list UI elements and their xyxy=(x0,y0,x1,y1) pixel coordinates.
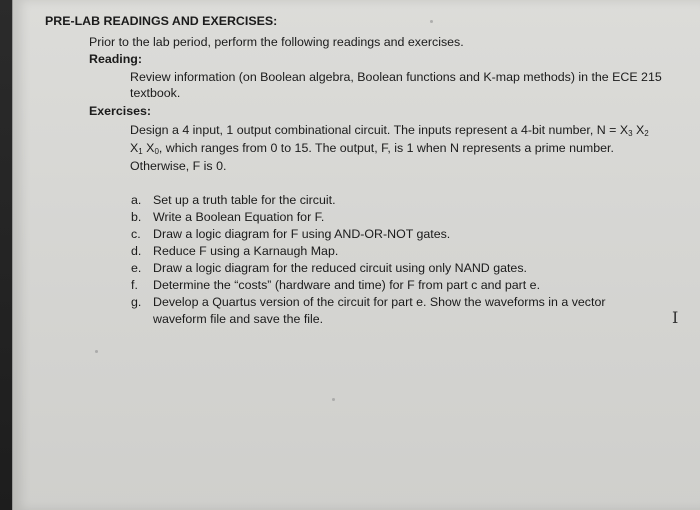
reading-label: Reading: xyxy=(89,52,143,66)
list-item: e. Draw a logic diagram for the reduced circuit using only NAND gates. xyxy=(131,261,527,275)
intro-text: Prior to the lab period, perform the following readings and exercises. xyxy=(89,35,464,49)
list-item: a. Set up a truth table for the circuit. xyxy=(131,193,336,207)
exercise-description-line-2: $X_1$ $X_0$, which ranges from 0 to 15. The output, F, is 1 when N represents a prime number. xyxy=(130,141,614,156)
list-item: g. Develop a Quartus version of the circuit for part e. Show the waveforms in a vector xyxy=(131,295,606,309)
paper-speck xyxy=(430,20,433,23)
exercise-description-line-1: Design a 4 input, 1 output combinational circuit. The inputs represent a 4-bit number, $N = X_3$ $X_2$ xyxy=(130,123,649,138)
reading-line-1: Review information (on Boolean algebra, Boolean functions and K-map methods) in the ECE 215 xyxy=(130,70,662,84)
exercise-description-line-3: Otherwise, F is 0. xyxy=(130,159,227,173)
list-item: c. Draw a logic diagram for F using AND-OR-NOT gates. xyxy=(131,227,451,241)
reading-line-2: textbook. xyxy=(130,86,181,100)
list-item: d. Reduce F using a Karnaugh Map. xyxy=(131,244,339,258)
list-item: f. Determine the “costs” (hardware and time) for F from part c and part e. xyxy=(131,278,541,292)
section-heading: PRE-LAB READINGS AND EXERCISES: xyxy=(45,14,278,28)
list-item-continuation: waveform file and save the file. xyxy=(153,312,324,326)
list-item: b. Write a Boolean Equation for F. xyxy=(131,210,325,224)
paper-speck xyxy=(95,350,98,353)
paper-speck xyxy=(332,398,335,401)
text-cursor-icon: I xyxy=(672,308,679,327)
exercises-label: Exercises: xyxy=(89,104,152,118)
